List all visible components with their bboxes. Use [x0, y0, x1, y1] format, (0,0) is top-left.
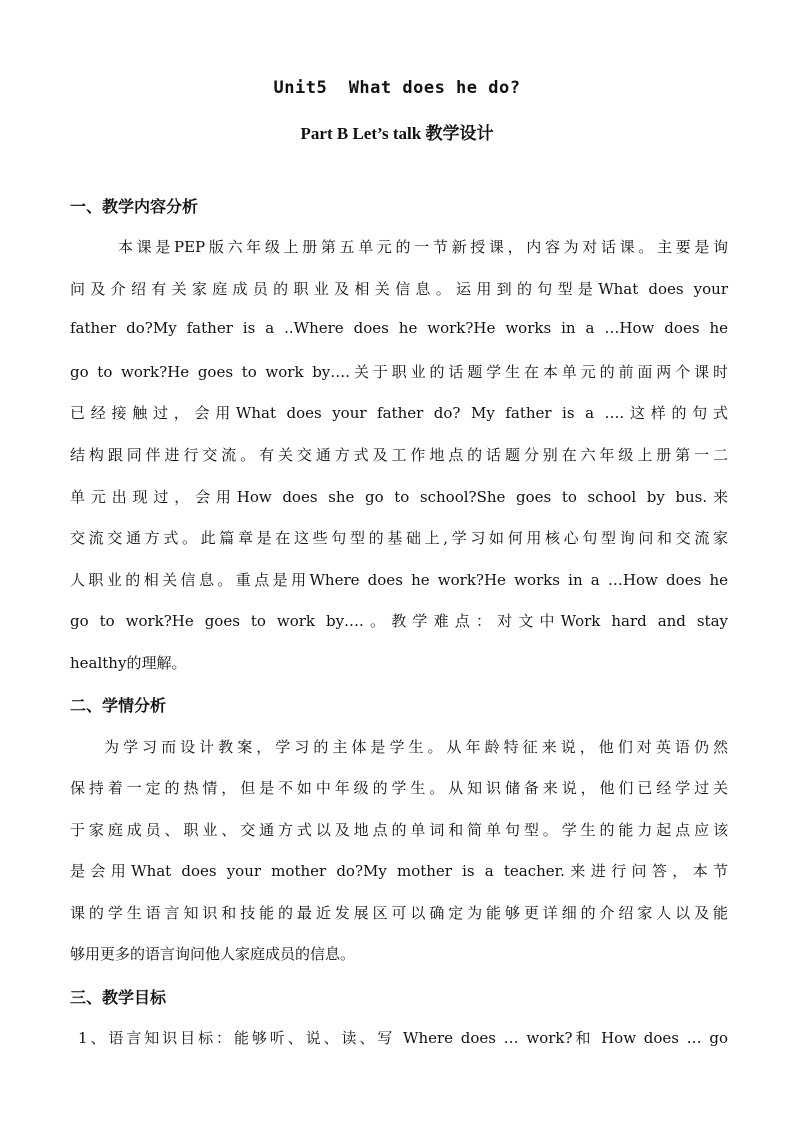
- paragraph-line: father do?My father is a ..Where does he work?He works in a …How does he: [70, 319, 728, 337]
- paragraph-line: 课的学生语言知识和技能的最近发展区可以确定为能够更详细的介绍家人以及能: [70, 904, 728, 922]
- paragraph-line: 人职业的相关信息。重点是用Where does he work?He works in a …How does he: [70, 571, 728, 589]
- section-heading-teaching-objectives: 三、教学目标: [70, 988, 167, 1007]
- paragraph-line: 结构跟同伴进行交流。有关交通方式及工作地点的话题分别在六年级上册第一二: [70, 446, 728, 464]
- paragraph-line: 为学习而设计教案，学习的主体是学生。从年龄特征来说，他们对英语仍然: [104, 738, 728, 756]
- paragraph-line: 问及介绍有关家庭成员的职业及相关信息。运用到的句型是What does your: [70, 280, 728, 298]
- paragraph-line: 于家庭成员、职业、交通方式以及地点的单词和简单句型。学生的能力起点应该: [70, 821, 728, 839]
- paragraph-line: 是会用What does your mother do?My mother is a teacher.来进行问答，本节: [70, 862, 728, 880]
- paragraph-line: 交流交通方式。此篇章是在这些句型的基础上,学习如何用核心句型询问和交流家: [70, 529, 728, 547]
- paragraph-line: 本课是PEP版六年级上册第五单元的一节新授课，内容为对话课。主要是询: [118, 238, 728, 256]
- page-title: Unit5 What does he do?: [273, 78, 521, 98]
- paragraph-line: 够用更多的语言询问他人家庭成员的信息。: [70, 945, 356, 963]
- page-subtitle: Part B Let’s talk 教学设计: [300, 124, 494, 143]
- paragraph-line: go to work?He goes to work by….关于职业的话题学生在本单元的前面两个课时: [70, 363, 728, 381]
- paragraph-line: go to work?He goes to work by….。教学难点：对文中Work hard and stay: [70, 612, 728, 630]
- section-heading-content-analysis: 一、教学内容分析: [70, 197, 199, 216]
- paragraph-line: healthy的理解。: [70, 654, 187, 672]
- objective-list-item: 1、语言知识目标：能够听、说、读、写 Where does … work?和 How does … go: [78, 1029, 728, 1047]
- paragraph-line: 保持着一定的热情，但是不如中年级的学生。从知识储备来说，他们已经学过关: [70, 779, 728, 797]
- section-heading-learner-analysis: 二、学情分析: [70, 696, 167, 715]
- paragraph-line: 单元出现过，会用How does she go to school?She goes to school by bus.来: [70, 488, 728, 506]
- paragraph-line: 已经接触过，会用What does your father do? My father is a ….这样的句式: [70, 404, 728, 422]
